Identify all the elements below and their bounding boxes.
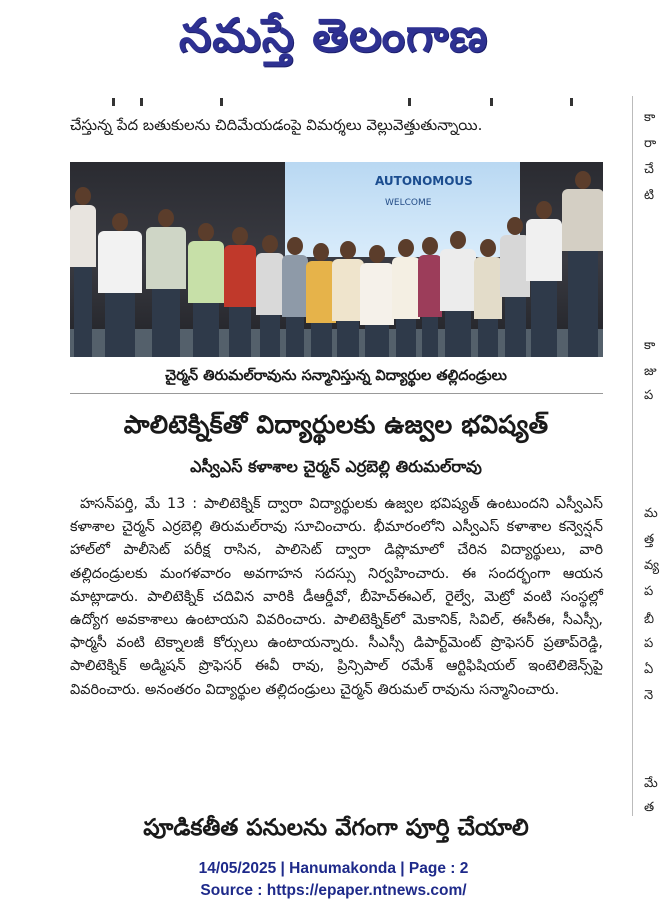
- person-figure: [562, 171, 603, 357]
- page-footer: [0, 858, 667, 902]
- person-figure: [440, 231, 476, 357]
- photo-caption: చైర్మన్ తిరుమల్‌రావును సన్మానిస్తున్న విద్యార్థుల తల్లిదండ్రులు: [165, 368, 507, 384]
- person-figure: [474, 239, 502, 357]
- person-figure: [256, 235, 284, 357]
- article-body: హసన్‌పర్తి, మే 13 : పాలిటెక్నిక్ ద్వారా విద్యార్థులకు ఉజ్వల భవిష్యత్ ఉంటుందని ఎస్వీఎస్ కళాశాల చైర్మన్ ఎర్రబెల్లి తిరుమల్‌రావు సూచించారు. భీమారంలోని ఎస్వీఎస్ కళాశాల కన్వెన్షన్ హాల్‌లో పాలీసెట్ పరీక్ష రాసిన, పాలిసెట్ ద్వారా డిప్లొమాలో చేరిన విద్యార్థులు, వారి తల్లిదండ్రులకు మంగళవారం అవగాహన సదస్సు నిర్వహించారు. ఈ సందర్భంగా ఆయన మాట్లాడారు. పాలిటెక్నిక్ చదివిన వారికి డీఆర్డీవో, బీహెచ్‌ఈఎల్, రైల్వే, మెట్రో వంటి సంస్థల్లో ఉద్యోగ అవకాశాలు ఉంటాయని వివరించారు. పాలిటెక్నిక్‌లో మెకానిక్, సివిల్, ఈసీఈ, సీఎస్సీ, ఫార్మసీ వంటి టెక్నాలజీ కోర్సులు ఉంటాయన్నారు. సీఎస్సీ డిపార్ట్‌మెంట్ ప్రొఫెసర్ ప్రతాప్‌రెడ్డి, పాలిటెక్నిక్ అడ్మిషన్ ప్రొఫెసర్ ఈవీ రావు, ప్రిన్సిపాల్ రమేశ్ ఆర్టిఫిషియల్ ఇంటెలిజెన్స్‌పై వివరించారు. అనంతరం విద్యార్థుల తల్లిదండ్రులు చైర్మన్ తిరుమల్ రావును సన్మానించారు.: [70, 496, 603, 698]
- side-fragment: త్త: [644, 532, 655, 547]
- person-figure: [98, 213, 142, 357]
- next-article-headline: పూడికతీత పనులను వేగంగా పూర్తి చేయాలి: [143, 815, 529, 841]
- person-figure: [224, 227, 256, 357]
- masthead: [0, 0, 667, 82]
- footer-source: Source : https://epaper.ntnews.com/: [200, 882, 467, 899]
- person-figure: [146, 209, 186, 357]
- side-fragment: మే: [644, 776, 658, 791]
- side-fragment: నె: [644, 688, 654, 703]
- side-fragment: టి: [644, 188, 655, 203]
- side-fragment: చే: [644, 162, 654, 177]
- side-fragment: జు: [644, 364, 657, 379]
- person-figure: [70, 187, 96, 357]
- side-fragment: మ: [644, 506, 658, 521]
- side-fragment: వ్య: [644, 558, 660, 573]
- person-figure: [282, 237, 308, 357]
- caption-divider: [70, 393, 603, 394]
- banner-subtext: WELCOME: [385, 198, 432, 208]
- banner-text: AUTONOMOUS: [375, 174, 473, 188]
- side-fragment: కా: [644, 338, 656, 353]
- person-figure: [526, 201, 562, 357]
- article-clipping: [62, 96, 625, 850]
- column-divider: [632, 96, 633, 816]
- side-fragment: ప: [644, 388, 654, 403]
- side-fragment: ప: [644, 584, 654, 599]
- article-subheadline: ఎస్వీఎస్ కళాశాల చైర్మన్ ఎర్రబెల్లి తిరుమల్‌రావు: [190, 457, 482, 476]
- side-fragment: బీ: [644, 612, 655, 627]
- side-fragment: రా: [644, 136, 657, 151]
- person-figure: [188, 223, 224, 357]
- adjacent-column-fragment: [640, 96, 667, 850]
- event-photo: [70, 162, 603, 357]
- side-fragment: ప: [644, 636, 654, 651]
- footer-date-edition: 14/05/2025 | Hanumakonda | Page : 2: [198, 860, 469, 877]
- side-fragment: ఏ: [644, 662, 654, 677]
- cut-text-remnant: [70, 98, 610, 108]
- side-fragment: కా: [644, 110, 656, 125]
- person-figure: [392, 239, 420, 357]
- person-figure: [360, 245, 394, 357]
- previous-article-fragment: చేస్తున్న పేద బతుకులను చిదిమేయడంపై విమర్శలు వెల్లువెత్తుతున్నాయి.: [70, 116, 483, 134]
- newspaper-logo: నమస్తే తెలంగాణ: [178, 8, 489, 62]
- person-figure: [418, 237, 442, 357]
- side-fragment: త: [644, 800, 655, 815]
- article-headline: పాలిటెక్నిక్‌తో విద్యార్థులకు ఉజ్వల భవిష్యత్: [123, 410, 549, 439]
